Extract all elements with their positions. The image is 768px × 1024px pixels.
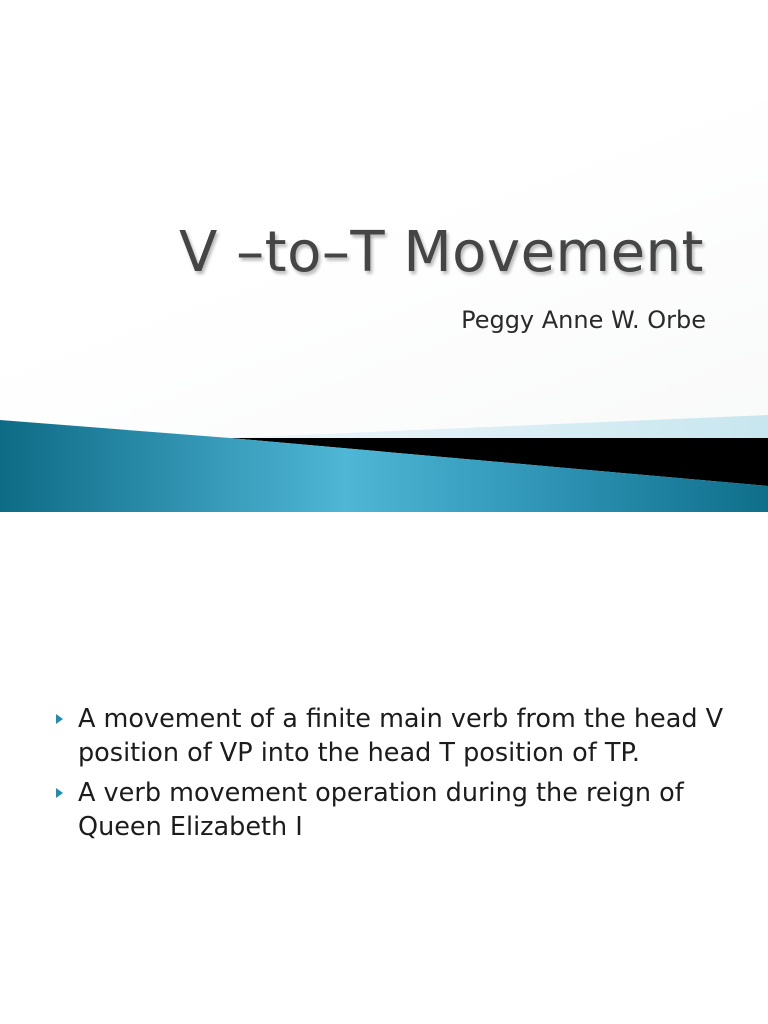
bullet-text: A verb movement operation during the reign of Queen Elizabeth I <box>78 778 684 842</box>
triangle-right-icon <box>56 788 63 798</box>
slide-title: V –to–T Movement <box>179 220 704 285</box>
bullet-list <box>56 702 736 850</box>
bullet-text: A movement of a finite main verb from the head V position of VP into the head T position of TP. <box>78 704 724 768</box>
bullet-item <box>56 776 736 844</box>
decorative-band <box>0 410 768 512</box>
bullet-item <box>56 702 736 770</box>
author-name: Peggy Anne W. Orbe <box>461 306 706 334</box>
band-pale-stripe <box>230 415 768 438</box>
content-slide <box>0 512 768 1024</box>
triangle-right-icon <box>56 714 63 724</box>
